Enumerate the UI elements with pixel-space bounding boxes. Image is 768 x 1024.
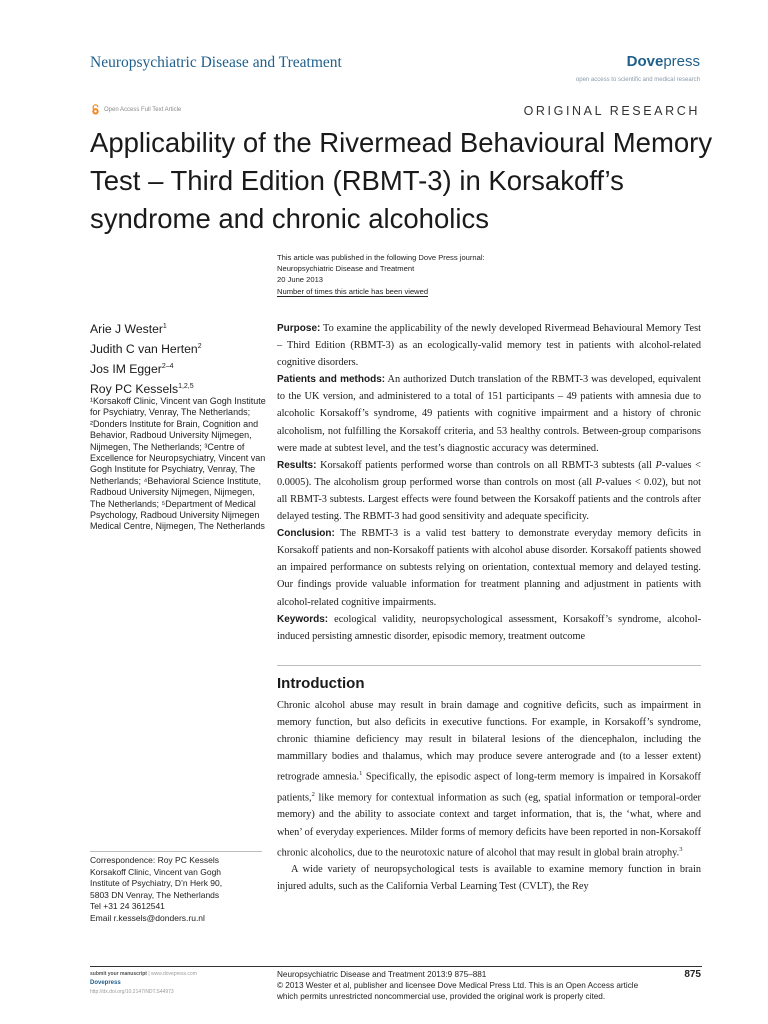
correspondence-line: 5803 DN Venray, The Netherlands bbox=[90, 889, 220, 900]
citation-line: Neuropsychiatric Disease and Treatment 2013:9 875–881 bbox=[277, 970, 487, 979]
keywords-label: Keywords: bbox=[277, 613, 329, 625]
p-symbol: P bbox=[595, 476, 602, 488]
footer-left bbox=[90, 970, 197, 997]
submit-manuscript-link[interactable] bbox=[90, 970, 197, 979]
page-number: 875 bbox=[684, 969, 701, 980]
intro-text: Specifically, the episodic aspect of long-term memory is impaired in Korsakoff patients, bbox=[277, 771, 701, 804]
submit-site: | www.dovepress.com bbox=[146, 971, 197, 977]
correspondence-phone: Tel +31 24 3612541 bbox=[90, 901, 165, 912]
author[interactable] bbox=[90, 318, 202, 338]
correspondence-line: Institute of Psychiatry, D’n Herk 90, bbox=[90, 878, 223, 889]
author-affiliation-sup: 2 bbox=[197, 343, 202, 351]
copyright-line: © 2013 Wester et al, publisher and licensee Dove Medical Press Ltd. This is an Open Access article bbox=[277, 980, 639, 990]
journal-name[interactable]: Neuropsychiatric Disease and Treatment bbox=[90, 54, 342, 71]
author-name: Arie J Wester bbox=[90, 322, 163, 337]
results-text: -values < 0.0005). The alcoholism group performed worse than controls on most (all bbox=[277, 459, 701, 488]
reference-sup[interactable]: 2 bbox=[311, 790, 315, 798]
author-affiliation-sup: 2–4 bbox=[161, 363, 174, 371]
correspondence bbox=[90, 855, 270, 925]
submit-label: submit your manuscript bbox=[90, 971, 147, 977]
author-list bbox=[90, 318, 202, 398]
methods-text: An authorized Dutch translation of the RBMT-3 was developed, equivalent to the UK version, and administered to a total of 151 participants – 49 patients with amnesia due to alcoholic Korsakoff’s syndrome, 49 patients with cognitive impairment and a history of chronic alcoholism, not fulfilling the Korsakoff criteria, and 53 healthy controls. Between-group comparisons were made at subtest level, and the test’s diagnostic accuracy was determined. bbox=[277, 374, 701, 454]
views-link[interactable]: Number of times this article has been viewed bbox=[277, 286, 429, 296]
author-affiliation-sup: 1 bbox=[162, 323, 167, 330]
correspondence-divider bbox=[90, 851, 262, 852]
purpose-text: To examine the applicability of the newly developed Rivermead Behavioural Memory Test – Third Edition (RBMT-3) as an ecologically-valid memory test in patients with alcohol-related cognitive disorders. bbox=[277, 323, 701, 369]
publisher-logo-light: press bbox=[663, 53, 700, 70]
author-name: Judith C van Herten bbox=[90, 342, 198, 357]
open-access-row bbox=[91, 104, 181, 115]
methods-label: Patients and methods: bbox=[277, 374, 386, 386]
correspondence-line: Korsakoff Clinic, Vincent van Gogh bbox=[90, 866, 222, 877]
author-name: Roy PC Kessels bbox=[90, 382, 179, 397]
reference-sup[interactable]: 3 bbox=[679, 845, 683, 853]
introduction-body bbox=[277, 697, 701, 895]
pubinfo-date: 20 June 2013 bbox=[277, 275, 324, 285]
keywords-text: ecological validity, neuropsychological assessment, Korsakoff’s syndrome, alcohol-induced persisting amnestic disorder, episodic memory, treatment outcome bbox=[277, 613, 701, 642]
footer-citation bbox=[277, 970, 701, 1002]
abstract bbox=[277, 320, 701, 645]
reference-sup[interactable]: 1 bbox=[359, 770, 363, 778]
abstract-methods bbox=[277, 371, 701, 456]
article-type: ORIGINAL RESEARCH bbox=[523, 104, 700, 118]
intro-text: Chronic alcohol abuse may result in brain damage and cognitive deficits, such as impairment in memory function, but also deficits in executive functions. For example, in Korsakoff’s syndrome, chronic thiamine deficiency may result in bilateral lesions of the diencephalon, including the mammillary bodies and thalamus, which may produce severe anterograde and (to a lesser extent) retrograde amnesia. bbox=[277, 700, 701, 783]
footer-divider bbox=[90, 966, 702, 967]
results-text: Korsakoff patients performed worse than controls on all RBMT-3 subtests (all bbox=[316, 459, 656, 471]
conclusion-text: The RBMT-3 is a valid test battery to demonstrate everyday memory deficits in Korsakoff patients and non-Korsakoff patients with alcohol abuse disorder. Korsakoff patients showed an impaired performance on subtests relying on orientation, contextual memory and delayed testing. Our findings provide valuable information for treatment planning and adjustment in patients with alcohol-related cognitive impairments. bbox=[277, 528, 701, 608]
intro-text: like memory for contextual information as such (eg, spatial information or temporal-order memory) and the ability to associate context and target information, that is, the ‘what, where and when’ of everyday experiences. Milder forms of memory deficits have been reported in non-Korsakoff chronic alcoholics, due to the neurotoxic nature of alcohol that may result in global brain atrophy. bbox=[277, 792, 701, 859]
publication-info bbox=[277, 252, 485, 297]
pubinfo-journal: Neuropsychiatric Disease and Treatment bbox=[277, 264, 415, 274]
author[interactable] bbox=[90, 358, 202, 378]
results-label: Results: bbox=[277, 459, 317, 471]
publisher-logo[interactable] bbox=[627, 53, 700, 70]
footer-logo[interactable]: Dovepress bbox=[90, 980, 121, 986]
author[interactable] bbox=[90, 338, 202, 358]
open-access-lock-icon bbox=[91, 104, 100, 115]
introduction-heading: Introduction bbox=[277, 675, 365, 692]
copyright-line: which permits unrestricted noncommercial use, provided the original work is properly cited. bbox=[277, 991, 606, 1001]
results-text: -values < 0.02), but not all RBMT-3 subtests. Largest effects were found between the Korsakoff patients and the controls after delayed testing. The RBMT-3 had good sensitivity and adequate specificity. bbox=[277, 476, 701, 523]
publisher-tagline: open access to scientific and medical research bbox=[575, 77, 700, 83]
abstract-purpose bbox=[277, 320, 701, 371]
correspondence-line: Correspondence: Roy PC Kessels bbox=[90, 855, 219, 865]
intro-paragraph bbox=[277, 697, 701, 861]
affiliations: ¹Korsakoff Clinic, Vincent van Gogh Institute for Psychiatry, Venray, The Netherlands; ²Donders Institute for Brain, Cognition and Behavior, Radboud University Nijmegen, Nijmegen, The Netherlands; ³Centre of Excellence for Neuropsychiatry, Vincent van Gogh Institute for Psychiatry, Venray, The Netherlands; ⁴Behavioral Science Institute, Radboud University Nijmegen, Nijmegen, The Netherlands; ⁵Department of Medical Psychology, Radboud University Nijmegen Medical Centre, Nijmegen, The Netherlands bbox=[90, 396, 266, 532]
abstract-divider bbox=[277, 665, 701, 666]
article-title: Applicability of the Rivermead Behavioural Memory Test – Third Edition (RBMT-3) in Korsakoff’s syndrome and chronic alcoholics bbox=[90, 127, 713, 234]
publisher-logo-bold: Dove bbox=[626, 53, 664, 70]
author-affiliation-sup: 1,2,5 bbox=[178, 383, 194, 391]
abstract-conclusion bbox=[277, 525, 701, 610]
conclusion-label: Conclusion: bbox=[277, 528, 335, 540]
pubinfo-line: This article was published in the following Dove Press journal: bbox=[277, 253, 485, 262]
abstract-results bbox=[277, 457, 701, 525]
p-symbol: P bbox=[655, 459, 662, 471]
abstract-keywords bbox=[277, 611, 701, 645]
open-access-label: Open Access Full Text Article bbox=[104, 106, 182, 113]
author-name: Jos IM Egger bbox=[90, 362, 162, 377]
correspondence-email[interactable]: Email r.kessels@donders.ru.nl bbox=[90, 912, 205, 923]
purpose-label: Purpose: bbox=[277, 323, 321, 334]
intro-paragraph: A wide variety of neuropsychological tests is available to examine memory function in brain injured adults, such as the California Verbal Learning Test (CVLT), the Rey bbox=[277, 864, 701, 893]
doi-link[interactable]: http://dx.doi.org/10.2147/NDT.S44973 bbox=[90, 989, 174, 995]
